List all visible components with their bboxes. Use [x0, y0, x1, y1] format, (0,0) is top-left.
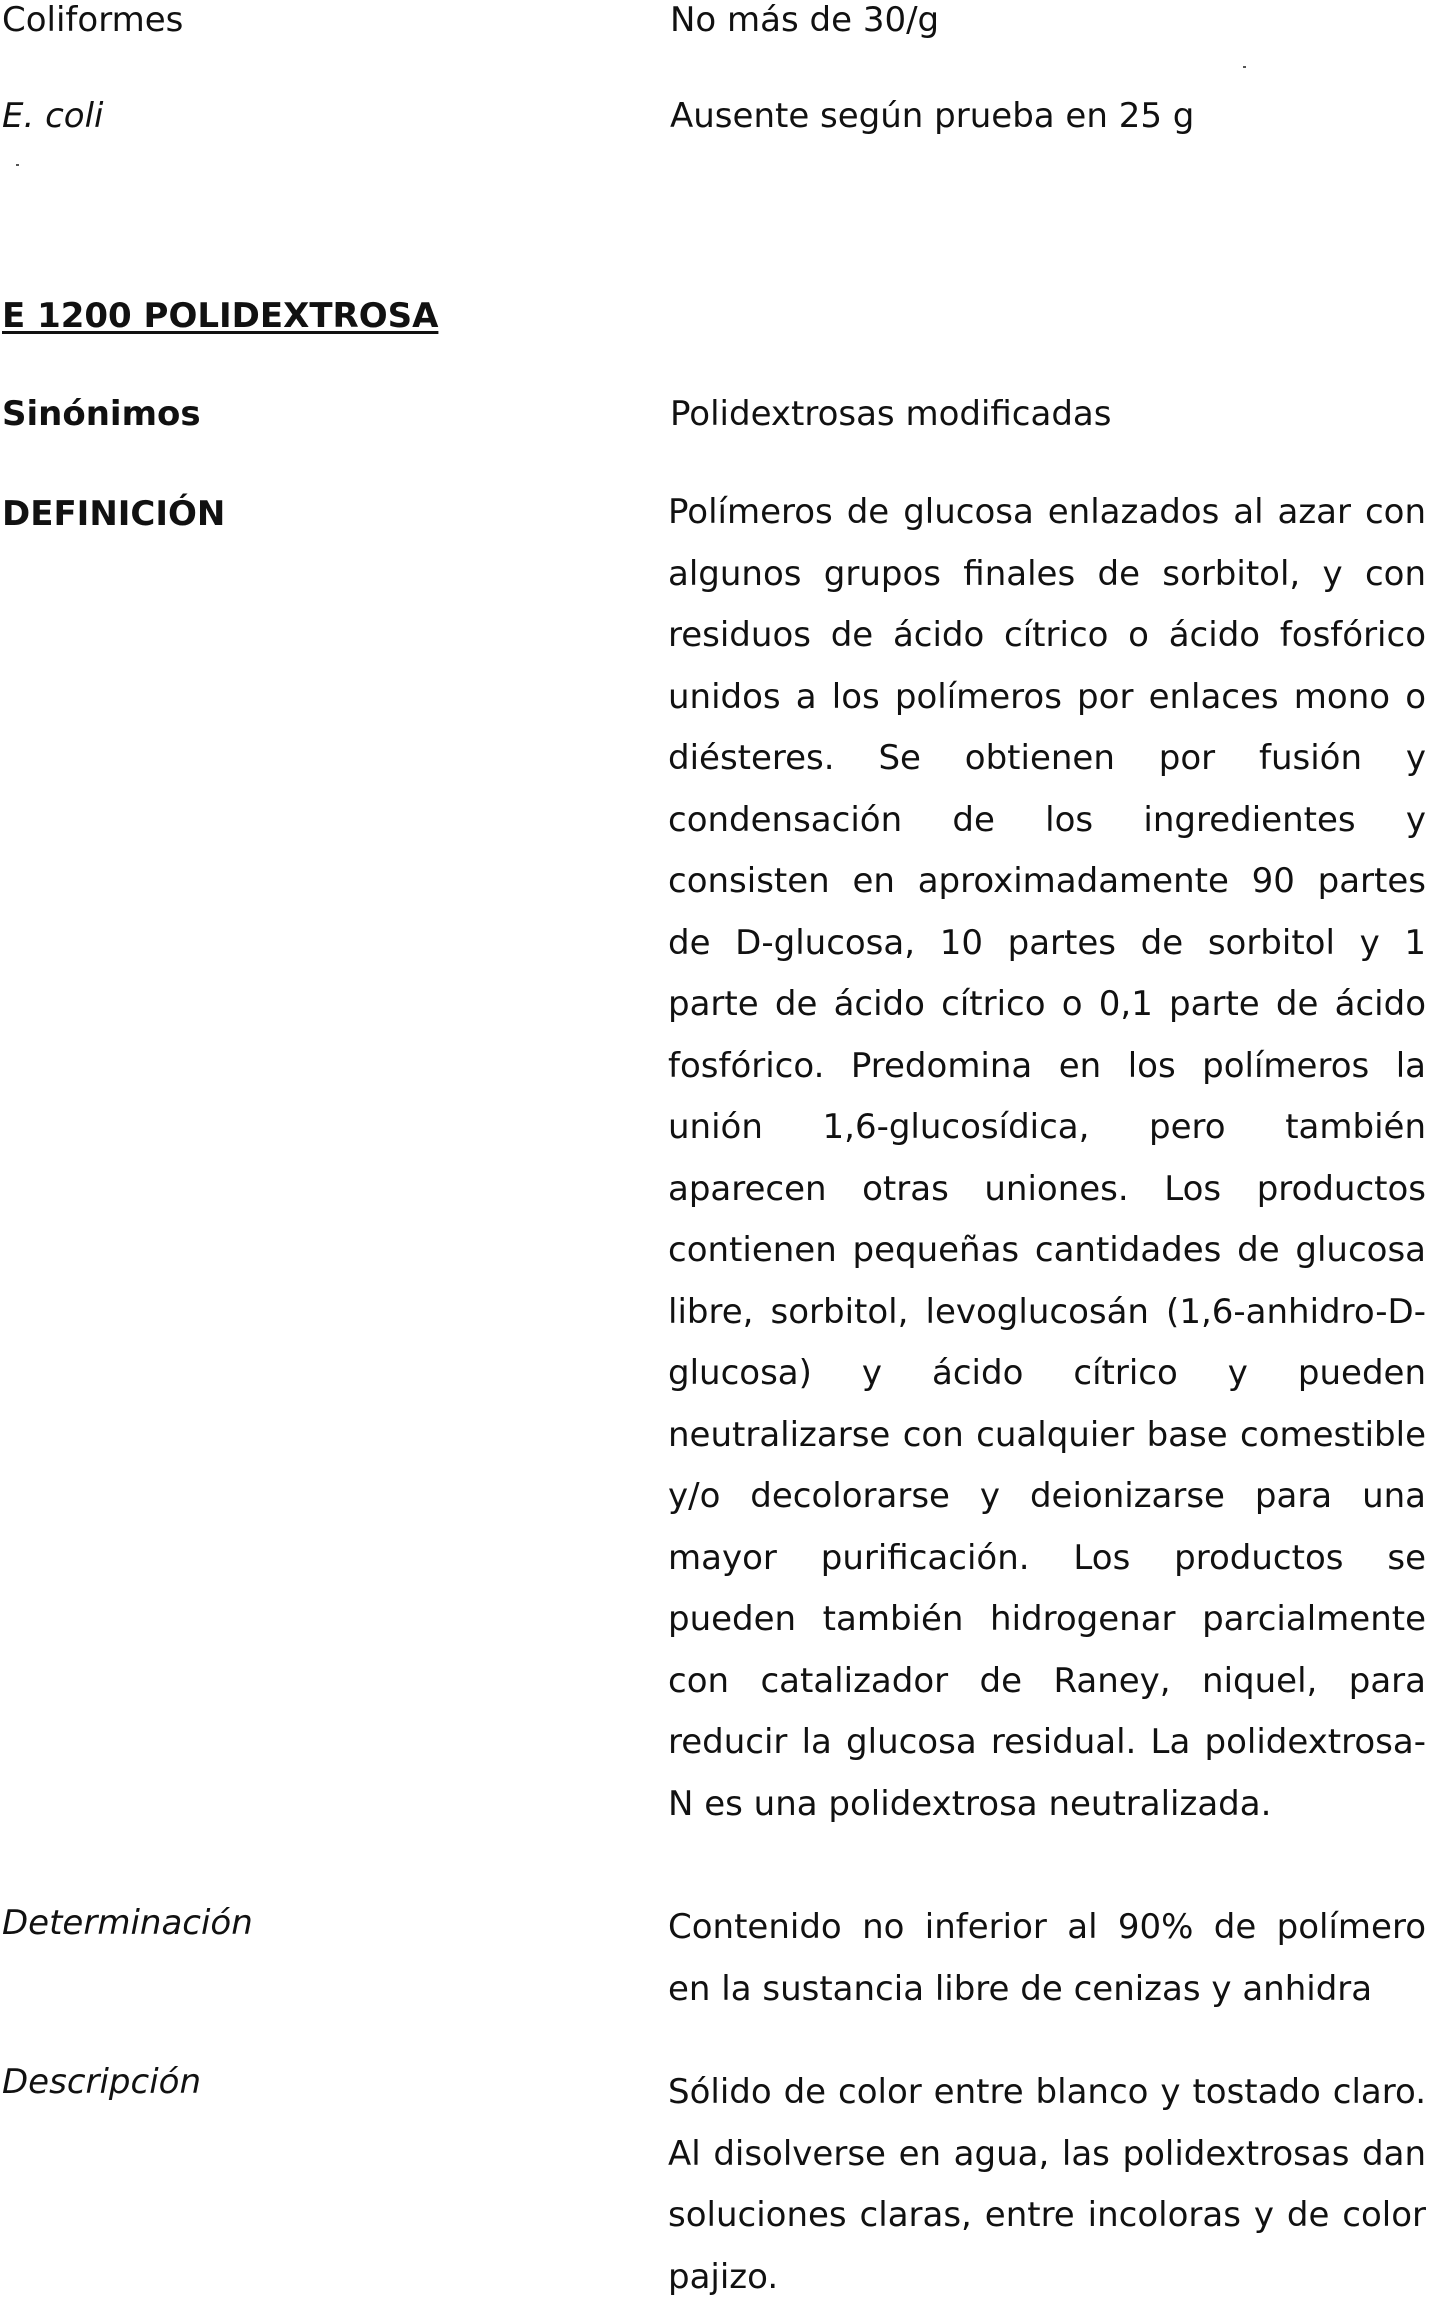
determinacion-line: Contenido no inferior al 90% de polímero — [668, 1897, 1426, 1959]
definicion-text — [668, 482, 1426, 1835]
definicion-line: N es una polidextrosa neutralizada. — [668, 1774, 1426, 1836]
definicion-line: glucosa) y ácido cítrico y pueden — [668, 1343, 1426, 1405]
definicion-line: con catalizador de Raney, niquel, para — [668, 1651, 1426, 1713]
definicion-line: pueden también hidrogenar parcialmente — [668, 1589, 1426, 1651]
definicion-line: residuos de ácido cítrico o ácido fosfórico — [668, 605, 1426, 667]
definicion-line: reducir la glucosa residual. La polidextrosa- — [668, 1712, 1426, 1774]
definicion-line: unidos a los polímeros por enlaces mono o — [668, 667, 1426, 729]
definicion-line: unión 1,6-glucosídica, pero también — [668, 1097, 1426, 1159]
definicion-line: aparecen otras uniones. Los productos — [668, 1159, 1426, 1221]
definicion-line: algunos grupos finales de sorbitol, y con — [668, 544, 1426, 606]
descripcion-line: Sólido de color entre blanco y tostado claro. — [668, 2062, 1426, 2124]
definicion-label: DEFINICIÓN — [2, 494, 225, 534]
scan-speck — [1243, 66, 1246, 68]
definicion-line: parte de ácido cítrico o 0,1 parte de ácido — [668, 974, 1426, 1036]
definicion-line: libre, sorbitol, levoglucosán (1,6-anhidro-D- — [668, 1282, 1426, 1344]
sinonimos-label: Sinónimos — [2, 394, 201, 434]
definicion-line: neutralizarse con cualquier base comestible — [668, 1405, 1426, 1467]
coliformes-label: Coliformes — [2, 0, 183, 40]
descripcion-line: Al disolverse en agua, las polidextrosas dan — [668, 2124, 1426, 2186]
determinacion-text — [668, 1897, 1426, 2020]
ecoli-value: Ausente según prueba en 25 g — [670, 96, 1194, 136]
definicion-line: condensación de los ingredientes y — [668, 790, 1426, 852]
definicion-line: Polímeros de glucosa enlazados al azar con — [668, 482, 1426, 544]
scan-speck — [16, 164, 19, 166]
definicion-line: y/o decolorarse y deionizarse para una — [668, 1466, 1426, 1528]
definicion-line: contienen pequeñas cantidades de glucosa — [668, 1220, 1426, 1282]
definicion-line: consisten en aproximadamente 90 partes — [668, 851, 1426, 913]
descripcion-line: soluciones claras, entre incoloras y de color — [668, 2185, 1426, 2247]
additive-heading: E 1200 POLIDEXTROSA — [2, 296, 438, 336]
determinacion-line: en la sustancia libre de cenizas y anhidra — [668, 1959, 1426, 2021]
sinonimos-value: Polidextrosas modificadas — [670, 394, 1111, 434]
definicion-line: diésteres. Se obtienen por fusión y — [668, 728, 1426, 790]
ecoli-label: E. coli — [2, 96, 104, 136]
descripcion-line: pajizo. — [668, 2247, 1426, 2308]
descripcion-label: Descripción — [2, 2062, 201, 2102]
definicion-line: mayor purificación. Los productos se — [668, 1528, 1426, 1590]
definicion-line: de D-glucosa, 10 partes de sorbitol y 1 — [668, 913, 1426, 975]
coliformes-value: No más de 30/g — [670, 0, 939, 40]
descripcion-text — [668, 2062, 1426, 2308]
determinacion-label: Determinación — [2, 1903, 253, 1943]
definicion-line: fosfórico. Predomina en los polímeros la — [668, 1036, 1426, 1098]
